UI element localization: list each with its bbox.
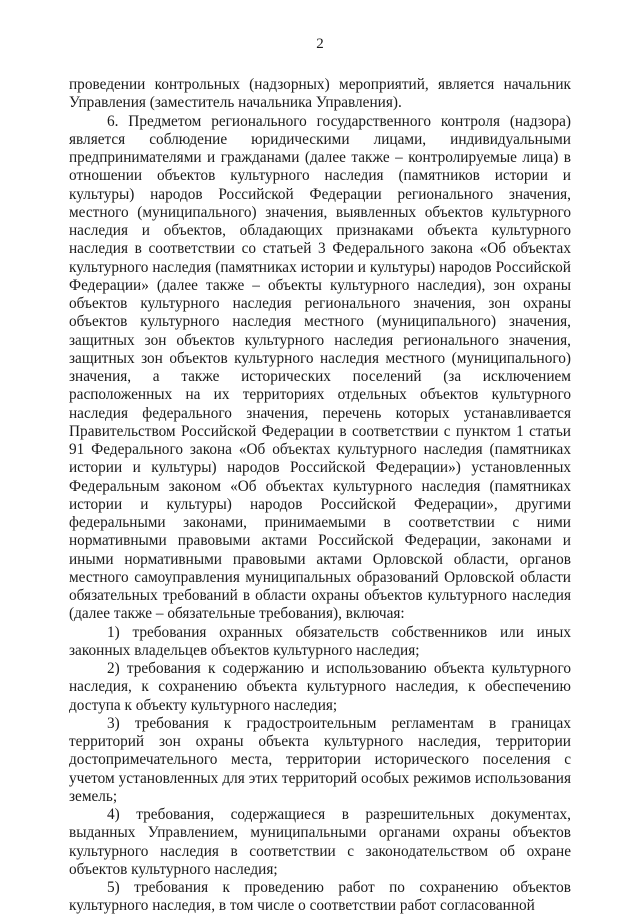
paragraph-subitem-3: 3) требования к градостроительным регламентам в границах территорий зон охраны объекта культурного наследия, территории достопримечательного места, территории исторического поселения с учетом установленных для этих территорий особых режимов использования земель;	[69, 714, 571, 805]
paragraph-subitem-5: 5) требования к проведению работ по сохранению объектов культурного наследия, в том числе о соответствии работ согласованной	[69, 879, 571, 915]
page-number: 2	[316, 36, 324, 52]
document-body	[69, 76, 571, 916]
paragraph-continuation: проведении контрольных (надзорных) мероприятий, является начальник Управления (заместитель начальника Управления).	[69, 76, 571, 112]
paragraph-subitem-1: 1) требования охранных обязательств собственников или иных законных владельцев объектов культурного наследия;	[69, 623, 571, 659]
paragraph-subitem-4: 4) требования, содержащиеся в разрешительных документах, выданных Управлением, муниципальными органами охраны объектов культурного наследия в соответствии с законодательством об охране объектов культурного наследия;	[69, 806, 571, 878]
paragraph-item-6: 6. Предметом регионального государственного контроля (надзора) является соблюдение юридическими лицами, индивидуальными предпринимателями и гражданами (далее также – контролируемые лица) в отношении объектов культурного наследия (памятников истории и культуры) народов Российской Федерации регионального значения, местного (муниципального) значения, выявленных объектов культурного наследия и объектов, обладающих признаками объекта культурного наследия в соответствии со статьей 3 Федерального закона «Об объектах культурного наследия (памятниках истории и культуры) народов Российской Федерации» (далее также – объекты культурного наследия), зон охраны объектов культурного наследия регионального значения, зон охраны объектов культурного наследия местного (муниципального) значения, защитных зон объектов культурного наследия регионального значения, защитных зон объектов культурного наследия местного (муниципального) значения, а также исторических поселений (за исключением расположенных на их территориях отдельных объектов культурного наследия федерального значения, перечень которых устанавливается Правительством Российской Федерации в соответствии с пунктом 1 статьи 91 Федерального закона «Об объектах культурного наследия (памятниках истории и культуры) народов Российской Федерации») установленных Федеральным законом «Об объектах культурного наследия (памятниках истории и культуры) народов Российской Федерации», другими федеральными законами, принимаемыми в соответствии с ними нормативными правовыми актами Российской Федерации, законами и иными нормативными правовыми актами Орловской области, органов местного самоуправления муниципальных образований Орловской области обязательных требований в области охраны объектов культурного наследия (далее также – обязательные требования), включая:	[69, 112, 571, 623]
paragraph-subitem-2: 2) требования к содержанию и использованию объекта культурного наследия, к сохранению объекта культурного наследия, к обеспечению доступа к объекту культурного наследия;	[69, 660, 571, 714]
